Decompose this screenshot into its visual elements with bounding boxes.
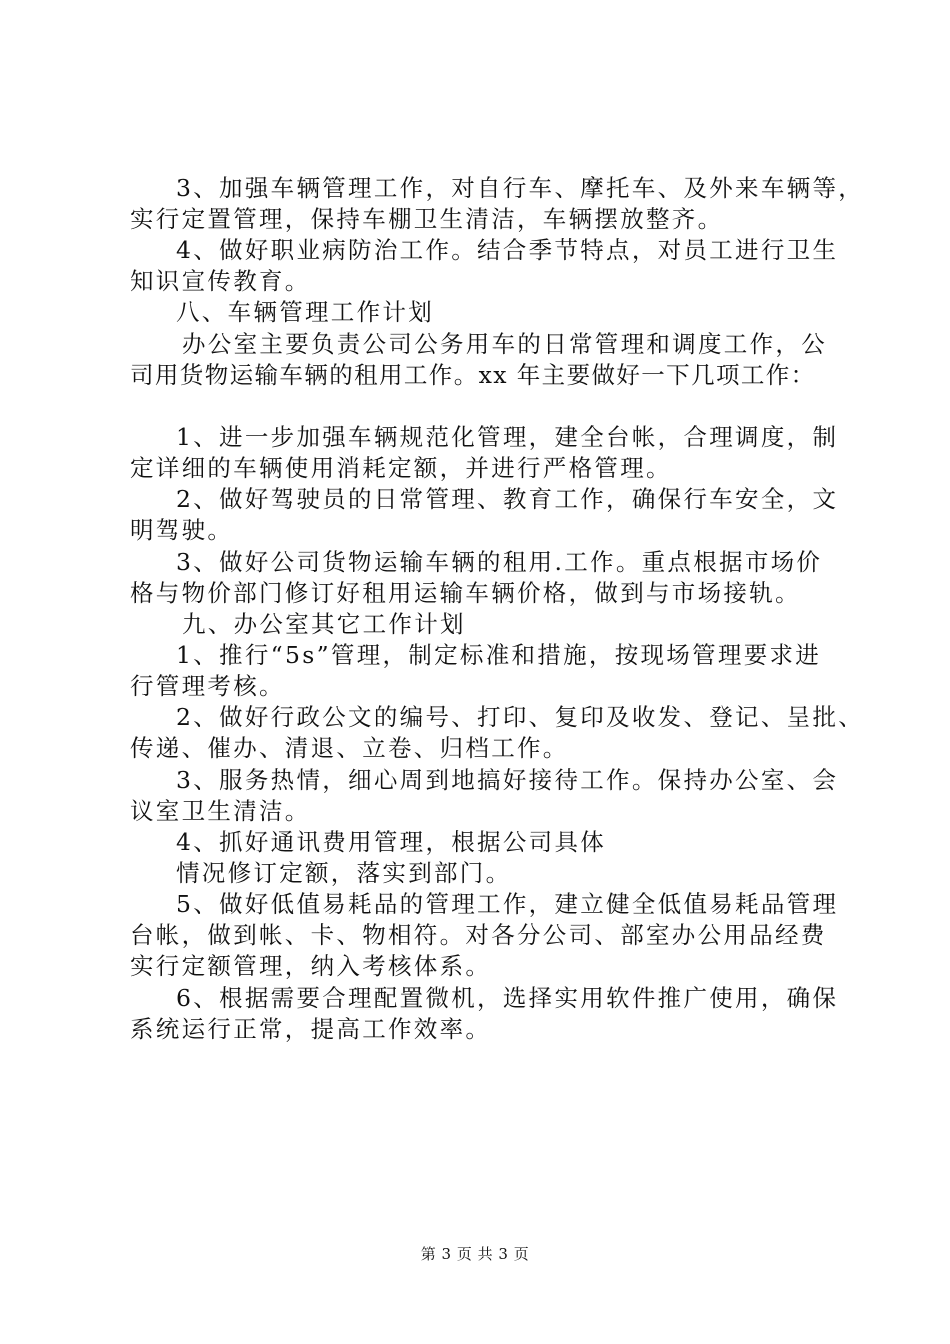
- paragraph-line: 办公室主要负责公司公务用车的日常管理和调度工作，公: [182, 330, 827, 358]
- paragraph-line: 3、加强车辆管理工作，对自行车、摩托车、及外来车辆等，: [176, 174, 865, 202]
- paragraph-line: 2、做好驾驶员的日常管理、教育工作，确保行车安全，文: [176, 485, 839, 513]
- paragraph-line: 司用货物运输车辆的租用工作。xx 年主要做好一下几项工作：: [130, 361, 816, 389]
- paragraph-line: 1、推行“5s”管理，制定标准和措施，按现场管理要求进: [176, 641, 822, 669]
- paragraph-line: 3、做好公司货物运输车辆的租用.工作。重点根据市场价: [176, 548, 823, 576]
- section-heading: 八、车辆管理工作计划: [176, 298, 434, 326]
- paragraph-line: 3、服务热情，细心周到地搞好接待工作。保持办公室、会: [176, 766, 839, 794]
- paragraph-line: 实行定置管理，保持车棚卫生清洁，车辆摆放整齐。: [130, 205, 724, 233]
- paragraph-line: 情况修订定额，落实到部门。: [176, 859, 512, 887]
- paragraph-line: 知识宣传教育。: [130, 267, 311, 295]
- paragraph-line: 2、做好行政公文的编号、打印、复印及收发、登记、呈批、: [176, 703, 865, 731]
- paragraph-line: 行管理考核。: [130, 672, 285, 700]
- paragraph-line: 4、抓好通讯费用管理，根据公司具体: [176, 828, 607, 856]
- section-heading: 九、办公室其它工作计划: [182, 610, 466, 638]
- paragraph-line: 5、做好低值易耗品的管理工作，建立健全低值易耗品管理: [176, 890, 839, 918]
- paragraph-line: 明驾驶。: [130, 516, 234, 544]
- paragraph-line: 议室卫生清洁。: [130, 797, 311, 825]
- paragraph-line: 格与物价部门修订好租用运输车辆价格，做到与市场接轨。: [130, 579, 801, 607]
- paragraph-line: 系统运行正常，提高工作效率。: [130, 1015, 492, 1043]
- paragraph-line: 实行定额管理，纳入考核体系。: [130, 952, 492, 980]
- paragraph-line: 6、根据需要合理配置微机，选择实用软件推广使用，确保: [176, 984, 839, 1012]
- page-number-footer: 第 3 页 共 3 页: [420, 1245, 530, 1263]
- paragraph-line: 4、做好职业病防治工作。结合季节特点，对员工进行卫生: [176, 236, 839, 264]
- paragraph-line: 台帐，做到帐、卡、物相符。对各分公司、部室办公用品经费: [130, 921, 827, 949]
- paragraph-line: 定详细的车辆使用消耗定额，并进行严格管理。: [130, 454, 672, 482]
- paragraph-line: 传递、催办、清退、立卷、归档工作。: [130, 734, 569, 762]
- paragraph-line: 1、进一步加强车辆规范化管理，建全台帐，合理调度，制: [176, 423, 839, 451]
